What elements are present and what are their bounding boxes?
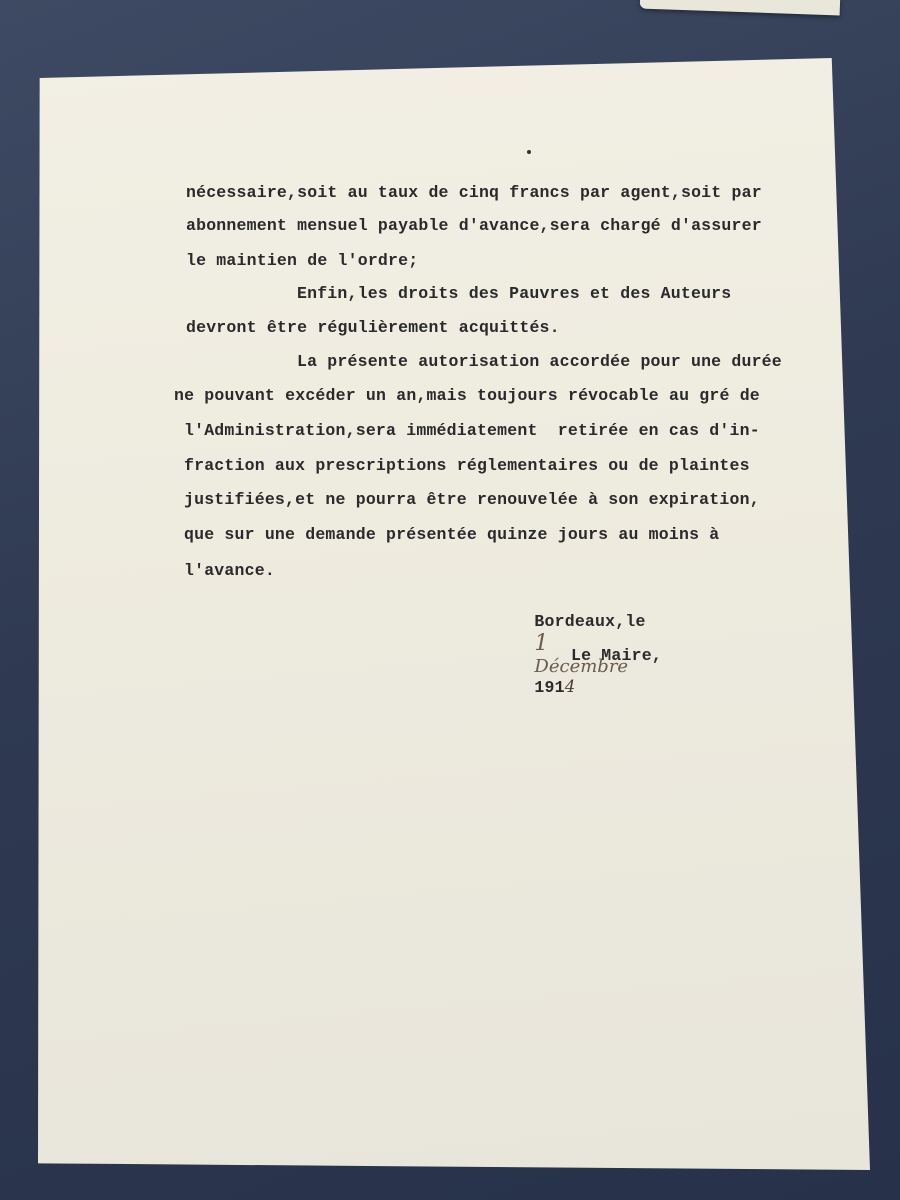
signature-title: Le Maire, [571, 646, 662, 665]
text-line-6: La présente autorisation accordée pour une durée [297, 352, 782, 371]
text-line-11: que sur une demande présentée quinze jours au moins à [184, 525, 720, 544]
text-line-7: ne pouvant excéder un an,mais toujours révocable au gré de [174, 386, 760, 405]
text-line-4: Enfin,les droits des Pauvres et des Auteurs [297, 284, 732, 303]
date-prefix: Bordeaux,le [534, 612, 646, 631]
text-line-1: nécessaire,soit au taux de cinq francs par agent,soit par [186, 183, 762, 202]
text-line-10: justifiées,et ne pourra être renouvelée à son expiration, [184, 490, 760, 509]
ink-dot [527, 150, 531, 154]
text-line-2: abonnement mensuel payable d'avance,sera chargé d'assurer [186, 216, 762, 235]
date-year-handwritten: 4 [564, 677, 576, 696]
text-line-8: l'Administration,sera immédiatement retirée en cas d'in- [184, 421, 760, 440]
date-month: Décembre [534, 656, 629, 677]
underlying-sheet [640, 0, 841, 15]
text-line-3: le maintien de l'ordre; [186, 251, 419, 270]
text-line-9: fraction aux prescriptions réglementaires ou de plaintes [184, 456, 750, 475]
text-line-12: l'avance. [184, 561, 275, 580]
text-line-5: devront être régulièrement acquittés. [186, 318, 560, 337]
date-day: 1 [534, 631, 549, 656]
date-year-typed: 191 [534, 678, 565, 697]
